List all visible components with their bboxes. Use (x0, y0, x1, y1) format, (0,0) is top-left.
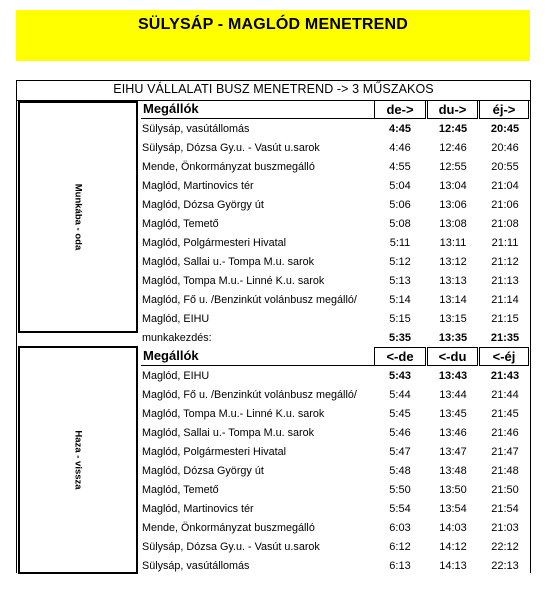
page-title: SÜLYSÁP - MAGLÓD MENETREND (137, 16, 409, 33)
return-header-col1: <-de (374, 347, 426, 366)
departure-time: 14:12 (439, 541, 467, 553)
stop-name: Maglód, EIHU (142, 370, 210, 382)
departure-time: 13:47 (439, 446, 467, 458)
departure-time: 6:13 (389, 560, 411, 572)
departure-time: 5:48 (389, 465, 411, 477)
departure-time: 5:04 (389, 180, 411, 192)
table-row (17, 367, 520, 386)
departure-time: 21:13 (491, 275, 519, 287)
departure-time: 13:43 (438, 370, 468, 382)
departure-time: 21:35 (490, 332, 520, 344)
departure-time: 13:15 (439, 313, 467, 325)
departure-time: 12:45 (438, 123, 468, 135)
departure-time: 21:45 (491, 408, 519, 420)
table-row (17, 462, 519, 481)
return-side-label: Haza - vissza (72, 430, 84, 490)
departure-time: 14:03 (439, 522, 467, 534)
table-row (17, 443, 519, 462)
outbound-side-label: Munkába - oda (72, 183, 84, 251)
stop-name: Sülysáp, vasútállomás (142, 560, 250, 572)
departure-time: 5:14 (389, 294, 411, 306)
stop-name: Mende, Önkormányzat buszmegálló (142, 522, 315, 534)
stop-name: Maglód, Martinovics tér (142, 180, 254, 192)
stop-name: Sülysáp, Dózsa Gy.u. - Vasút u.sarok (142, 142, 320, 154)
table-row (17, 538, 519, 557)
departure-time: 5:44 (389, 389, 411, 401)
departure-time: 13:06 (439, 199, 467, 211)
departure-time: 5:08 (389, 218, 411, 230)
departure-time: 13:12 (439, 256, 467, 268)
departure-time: 21:14 (491, 294, 519, 306)
stop-name: Maglód, Tompa M.u.- Linné K.u. sarok (142, 408, 325, 420)
timetable-frame (16, 80, 531, 573)
table-row (17, 386, 519, 405)
departure-time: 13:54 (439, 503, 467, 515)
departure-time: 13:35 (438, 332, 468, 344)
departure-time: 21:04 (491, 180, 519, 192)
table-row (17, 234, 519, 253)
departure-time: 21:11 (491, 237, 519, 249)
departure-time: 5:12 (389, 256, 411, 268)
stop-name: Maglód, Temető (142, 484, 219, 496)
table-row (17, 120, 520, 139)
departure-time: 21:47 (491, 446, 519, 458)
table-row (17, 519, 519, 538)
table-row (17, 196, 519, 215)
table-row (17, 272, 519, 291)
stop-name: Maglód, Martinovics tér (142, 503, 254, 515)
departure-time: 13:13 (439, 275, 467, 287)
departure-time: 6:12 (389, 541, 411, 553)
departure-time: 13:45 (439, 408, 467, 420)
outbound-header-col1: de-> (374, 100, 426, 119)
departure-time: 6:03 (389, 522, 411, 534)
departure-time: 22:12 (491, 541, 519, 553)
departure-time: 12:55 (439, 161, 467, 173)
departure-time: 21:48 (491, 465, 519, 477)
departure-time: 21:15 (491, 313, 519, 325)
stop-name: Maglód, Fő u. /Benzinkút volánbusz megálló/ (142, 389, 357, 401)
departure-time: 4:45 (388, 123, 412, 135)
departure-time: 21:43 (490, 370, 520, 382)
return-header-col2: <-du (427, 347, 478, 366)
departure-time: 22:13 (491, 560, 519, 572)
departure-time: 13:50 (439, 484, 467, 496)
departure-time: 5:13 (389, 275, 411, 287)
return-header-col3: <-éj (479, 347, 529, 366)
stop-name: Maglód, Polgármesteri Hivatal (142, 237, 287, 249)
departure-time: 21:03 (491, 522, 519, 534)
stop-name: Maglód, Temető (142, 218, 219, 230)
table-row (17, 405, 519, 424)
table-row (17, 481, 519, 500)
departure-time: 13:14 (439, 294, 467, 306)
departure-time: 14:13 (439, 560, 467, 572)
return-header-stops: Megállók (141, 347, 374, 366)
table-row (17, 177, 519, 196)
timetable-subtitle: EIHU VÁLLALATI BUSZ MENETREND -> 3 MŰSZAKOS (113, 82, 434, 96)
title-banner (16, 10, 530, 61)
stop-name: Sülysáp, Dózsa Gy.u. - Vasút u.sarok (142, 541, 320, 553)
stop-name: Mende, Önkormányzat buszmegálló (142, 161, 315, 173)
departure-time: 5:15 (389, 313, 411, 325)
departure-time: 5:50 (389, 484, 411, 496)
departure-time: 13:11 (439, 237, 467, 249)
departure-time: 5:11 (389, 237, 411, 249)
departure-time: 4:55 (389, 161, 411, 173)
departure-time: 21:44 (491, 389, 519, 401)
departure-time: 21:54 (491, 503, 519, 515)
departure-time: 5:35 (388, 332, 412, 344)
table-row (17, 424, 519, 443)
departure-time: 21:12 (491, 256, 519, 268)
departure-time: 20:46 (491, 142, 519, 154)
stop-name: Maglód, EIHU (142, 313, 210, 325)
table-row (17, 291, 519, 310)
departure-time: 21:06 (491, 199, 519, 211)
table-row (17, 310, 519, 329)
table-row (17, 139, 519, 158)
departure-time: 13:04 (439, 180, 467, 192)
outbound-header-col3: éj-> (479, 100, 529, 119)
table-row (17, 500, 519, 519)
departure-time: 12:46 (439, 142, 467, 154)
table-row (17, 253, 519, 272)
departure-time: 20:45 (490, 123, 520, 135)
outbound-header-stops: Megállók (141, 100, 374, 119)
stop-name: Maglód, Dózsa György út (142, 465, 264, 477)
stop-name: Maglód, Sallai u.- Tompa M.u. sarok (142, 427, 315, 439)
table-row (17, 158, 519, 177)
departure-time: 13:48 (439, 465, 467, 477)
table-row (17, 215, 519, 234)
departure-time: 5:43 (388, 370, 412, 382)
departure-time: 5:46 (389, 427, 411, 439)
stop-name: munkakezdés: (142, 332, 212, 344)
departure-time: 13:08 (439, 218, 467, 230)
stop-name: Maglód, Tompa M.u.- Linné K.u. sarok (142, 275, 325, 287)
stop-name: Maglód, Dózsa György út (142, 199, 264, 211)
departure-time: 21:50 (491, 484, 519, 496)
departure-time: 5:47 (389, 446, 411, 458)
departure-time: 21:46 (491, 427, 519, 439)
departure-time: 20:55 (491, 161, 519, 173)
departure-time: 13:44 (439, 389, 467, 401)
stop-name: Maglód, Sallai u.- Tompa M.u. sarok (142, 256, 315, 268)
departure-time: 5:45 (389, 408, 411, 420)
table-row (17, 557, 519, 576)
departure-time: 5:54 (389, 503, 411, 515)
departure-time: 5:06 (389, 199, 411, 211)
stop-name: Maglód, Polgármesteri Hivatal (142, 446, 287, 458)
departure-time: 21:08 (491, 218, 519, 230)
stop-name: Maglód, Fő u. /Benzinkút volánbusz megálló/ (142, 294, 357, 306)
stop-name: Sülysáp, vasútállomás (142, 123, 250, 135)
departure-time: 13:46 (439, 427, 467, 439)
outbound-header-col2: du-> (427, 100, 478, 119)
departure-time: 4:46 (389, 142, 411, 154)
